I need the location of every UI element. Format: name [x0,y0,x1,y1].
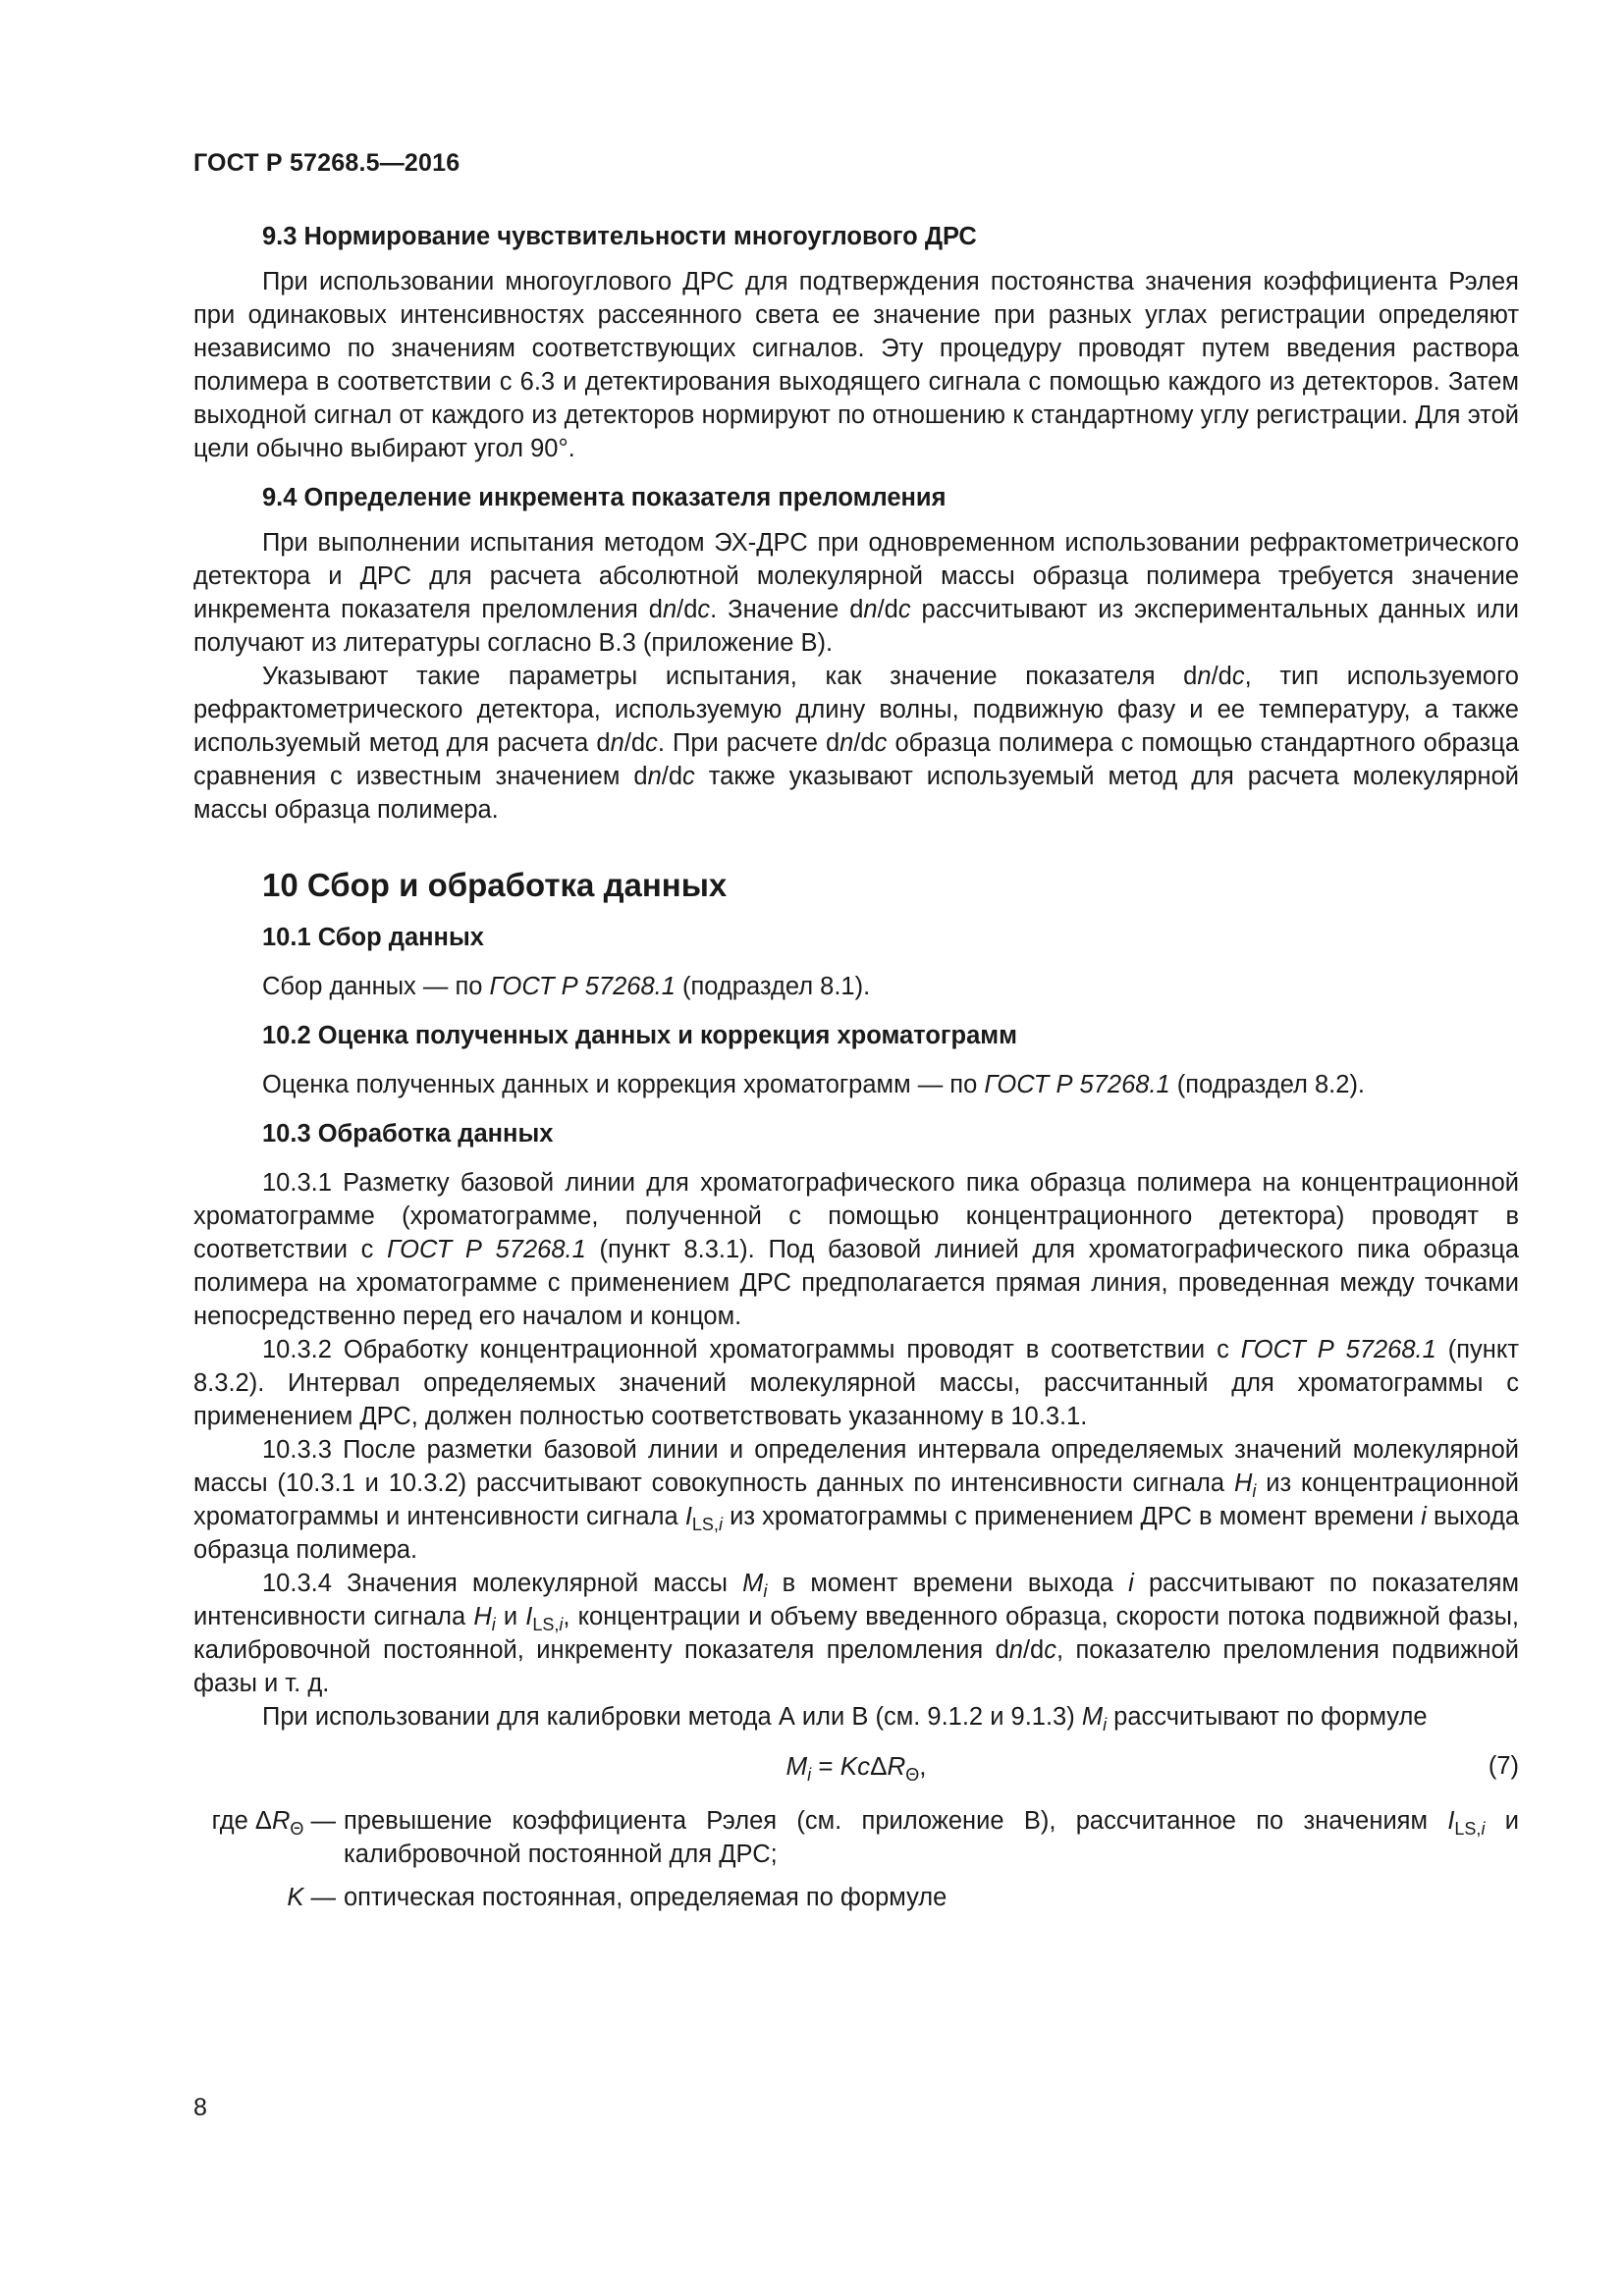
section-10-2-title: 10.2 Оценка полученных данных и коррекция хроматограмм [262,1022,1017,1049]
formula-7 [193,1749,1519,1789]
section-9-4-title: 9.4 Определение инкремента показателя преломления [262,484,947,511]
section-10-title: 10 Сбор и обработка данных [262,867,728,903]
legend-row [193,1804,1519,1871]
legend-term: K — [287,1884,336,1911]
standard-reference: ГОСТ Р 57268.1 [984,1071,1170,1098]
legend-description: превышение коэффициента Рэлея (см. приложение В), рассчитанное по значениям $I_{LS,i}$ и калибровочной постоянной для ДРС; [344,1807,1519,1868]
legend-term: где $\Delta R_\Theta$ — [211,1807,336,1839]
page-content [193,220,1519,1914]
standard-reference: ГОСТ Р 57268.1 [387,1236,586,1263]
formula-number: (7) [1488,1752,1519,1780]
section-9-4-paragraph-2: Указывают такие параметры испытания, как значение показателя dn/dc, тип используемого рефрактометрического детектора, используемую длину волны, подвижную фазу и ее температуру, а также используемый метод для расчета dn/dc. При расчете dn/dc образца полимера с помощью стандартного образца сравнения с известным значением dn/dc также указывают используемый метод для расчета молекулярной массы образца полимера. [193,663,1519,824]
clause-10-3-2: 10.3.2 Обработку концентрационной хроматограммы проводят в соответствии с ГОСТ Р 57268.1 (пункт 8.3.2). Интервал определяемых значений молекулярной массы, рассчитанный для хроматограммы с применением ДРС, должен полностью соответствовать указанному в 10.3.1. [193,1336,1519,1430]
legend-description: оптическая постоянная, определяемая по формуле [344,1884,947,1911]
clause-10-3-3: 10.3.3 После разметки базовой линии и определения интервала определяемых значений молекулярной массы (10.3.1 и 10.3.2) рассчитывают совокупность данных по интенсивности сигнала $H_i$ из концентрационной хроматограммы и интенсивности сигнала $I_{LS,i}$ из хроматограммы с применением ДРС в момент времени i выхода образца полимера. [193,1436,1520,1564]
clause-10-3-4: 10.3.4 Значения молекулярной массы $M_i$ в момент времени выхода i рассчитывают по показателям интенсивности сигнала $H_i$ и $I_{LS,i}$, концентрации и объему введенного образца, скорости потока подвижной фазы, калибровочной постоянной, инкременту показателя преломления dn/dc, показателю преломления подвижной фазы и т. д. [193,1570,1519,1697]
section-10-1-paragraph: Сбор данных — по ГОСТ Р 57268.1 (подраздел 8.1). [262,973,871,1000]
standard-reference: ГОСТ Р 57268.1 [1240,1336,1436,1363]
section-10-3-title: 10.3 Обработка данных [262,1120,554,1148]
section-9-3-paragraph: При использовании многоуглового ДРС для подтверждения постоянства значения коэффициента Рэлея при одинаковых интенсивностях рассеянного света ее значение при разных углах регистрации определяют независимо по значениям соответствующих сигналов. Эту процедуру проводят путем введения раствора полимера в соответствии с 6.3 и детектирования выходящего сигнала с помощью каждого из детекторов. Затем выходной сигнал от каждого из детекторов нормируют по отношению к стандартному углу регистрации. Для этой цели обычно выбирают угол 90°. [193,268,1519,462]
formula-legend [193,1804,1519,1914]
document-header: ГОСТ Р 57268.5—2016 [193,149,460,177]
standard-reference: ГОСТ Р 57268.1 [489,973,676,1000]
section-10-2-paragraph: Оценка полученных данных и коррекция хроматограмм — по ГОСТ Р 57268.1 (подраздел 8.2). [262,1071,1366,1098]
legend-row [193,1871,1519,1914]
section-9-4-paragraph-1: При выполнении испытания методом ЭХ-ДРС при одновременном использовании рефрактометрического детектора и ДРС для расчета абсолютной молекулярной массы образца полимера требуется значение инкремента показателя преломления dn/dc. Значение dn/dc рассчитывают из экспериментальных данных или получают из литературы согласно В.3 (приложение В). [193,529,1519,657]
clause-10-3-4-formula-intro: При использовании для калибровки метода А или В (см. 9.1.2 и 9.1.3) $M_i$ рассчитывают по формуле [262,1703,1428,1735]
section-10-1-title: 10.1 Сбор данных [262,924,484,951]
formula-expression: $M_i = Kc\Delta R_\Theta$, [785,1751,927,1785]
page-number: 8 [193,2094,207,2121]
clause-10-3-1: 10.3.1 Разметку базовой линии для хроматографического пика образца полимера на концентрационной хроматограмме (хроматограмме, полученной с помощью концентрационного детектора) проводят в соответствии с ГОСТ Р 57268.1 (пункт 8.3.1). Под базовой линией для хроматографического пика образца полимера на хроматограмме с применением ДРС предполагается прямая линия, проведенная между точками непосредственно перед его началом и концом. [193,1169,1519,1330]
section-9-3-title: 9.3 Нормирование чувствительности многоуглового ДРС [262,223,977,250]
